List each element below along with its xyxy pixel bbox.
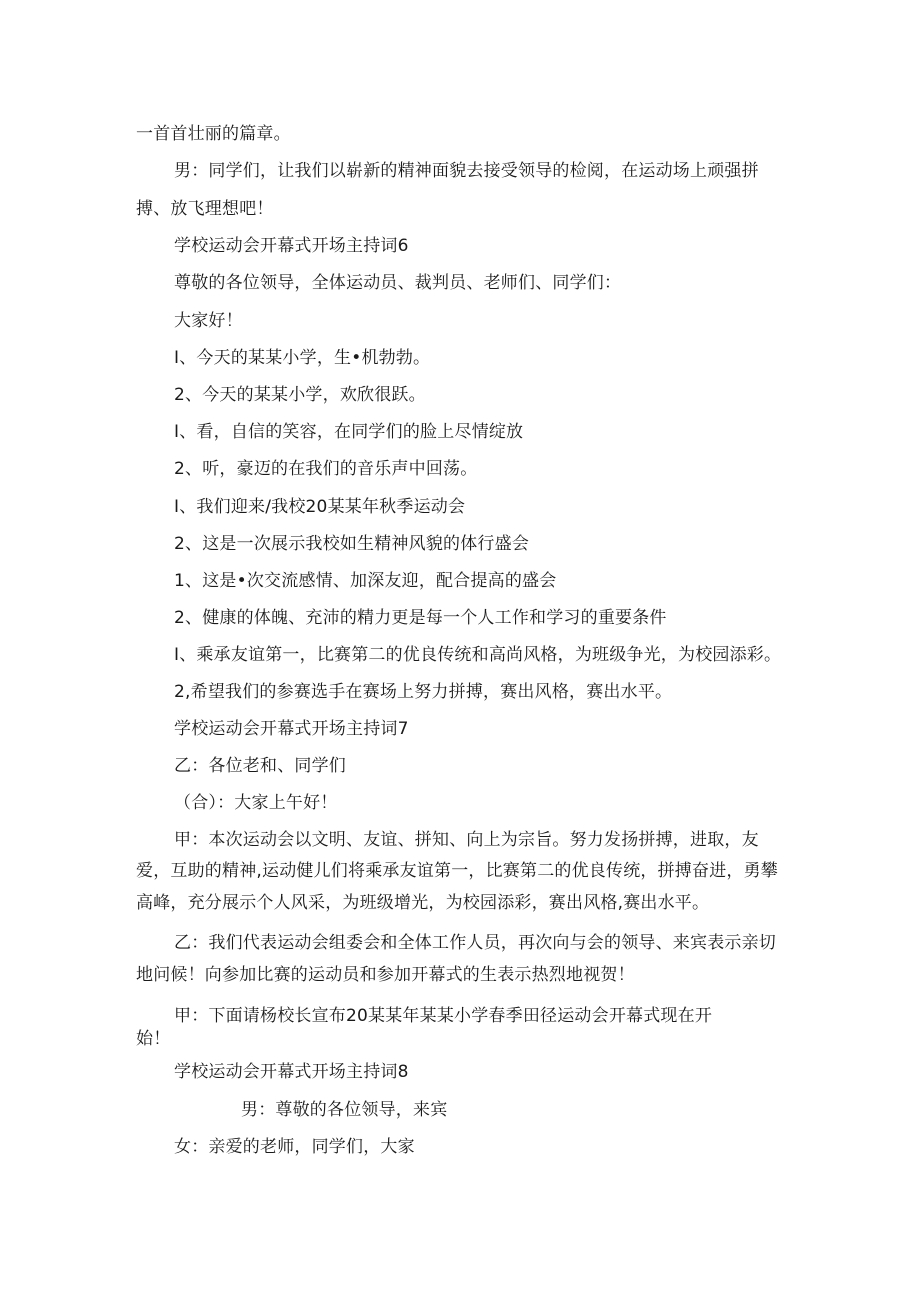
text-line: 尊敬的各位领导，全体运动员、裁判员、老师们、同学们：	[174, 273, 622, 293]
text-line: 2、听，豪迈的在我们的音乐声中回荡。	[174, 459, 478, 479]
text-line: 地问候！向参加比赛的运动员和参加开幕式的生表示热烈地视贺！	[136, 965, 635, 985]
section-heading: 学校运动会开幕式开场主持词6	[174, 236, 409, 256]
text-line: I、看，自信的笑容，在同学们的脸上尽情绽放	[174, 422, 524, 442]
text-line: 大家好！	[174, 311, 243, 331]
text-line: 甲：本次运动会以文明、友谊、拼知、向上为宗旨。努力发扬拼搏，进取，友	[174, 830, 759, 850]
text-line: I、今天的某某小学，生•机勃勃。	[174, 348, 431, 368]
text-line: 爱，互助的精神,运动健儿们将乘承友谊第一，比赛第二的优良传统，拼搏奋进，勇攀	[136, 861, 779, 881]
text-line: 始！	[136, 1029, 171, 1049]
text-line: 女：亲爱的老师，同学们，大家	[174, 1137, 415, 1157]
text-line: 搏、放飞理想吧！	[136, 199, 274, 219]
text-line: I、我们迎来/我校20某某年秋季运动会	[174, 497, 466, 517]
text-line: 男：尊敬的各位领导，来宾	[241, 1100, 448, 1120]
text-line: 2、健康的体魄、充沛的精力更是每一个人工作和学习的重要条件	[174, 608, 667, 628]
text-line: 一首首壮丽的篇章。	[136, 124, 291, 144]
text-line: （合）：大家上午好！	[174, 793, 338, 813]
text-line: 高峰，充分展示个人风采，为班级增光，为校园添彩，赛出风格,赛出水平。	[136, 893, 710, 913]
text-line: 甲：下面请杨校长宣布20某某年某某小学春季田径运动会开幕式现在开	[174, 1006, 713, 1026]
text-line: 乙：各位老和、同学们	[174, 756, 346, 776]
text-line: 1、这是•次交流感情、加深友迎，配合提高的盛会	[174, 571, 557, 591]
text-line: 乙：我们代表运动会组委会和全体工作人员，再次向与会的领导、来宾表示亲切	[174, 933, 776, 953]
text-line: 2、今天的某某小学，欢欣很跃。	[174, 385, 426, 405]
text-line: 2、这是一次展示我校如生精神风貌的体行盛会	[174, 534, 530, 554]
text-line: 2,希望我们的参赛选手在赛场上努力拼搏，赛出风格，赛出水平。	[174, 682, 673, 702]
text-line: I、乘承友谊第一，比赛第二的优良传统和高尚风格，为班级争光，为校园添彩。	[174, 645, 782, 665]
text-line: 男：同学们，让我们以崭新的精神面貌去接受领导的检阅，在运动场上顽强拼	[174, 161, 759, 181]
section-heading: 学校运动会开幕式开场主持词7	[174, 719, 409, 739]
section-heading: 学校运动会开幕式开场主持词8	[174, 1062, 409, 1082]
